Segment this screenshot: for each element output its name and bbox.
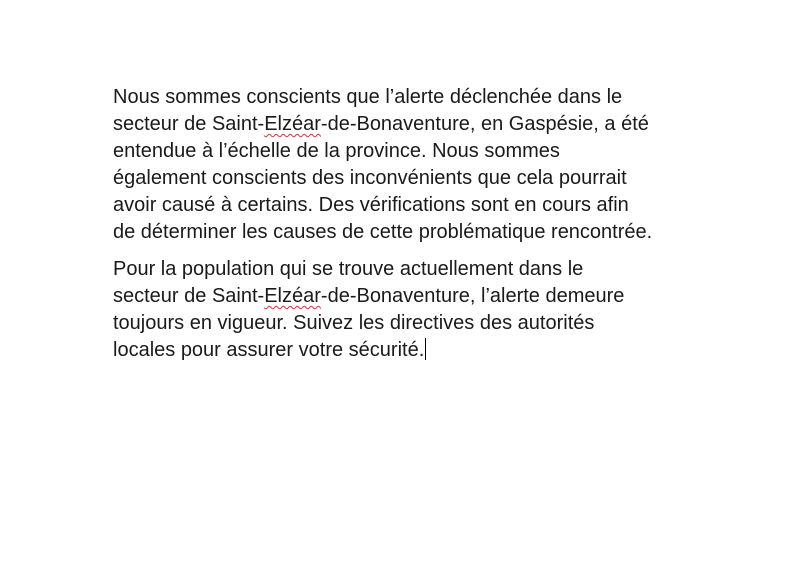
misspelled-word[interactable]: Elzéar [264,113,321,135]
text-line [113,219,713,246]
text-cursor [425,338,426,360]
text-run: entendue à l’échelle de la province. Nous sommes [113,140,560,162]
text-line [113,138,713,165]
text-line [113,192,713,219]
text-run: toujours en vigueur. Suivez les directives des autorités [113,312,595,334]
text-run: secteur de Saint- [113,113,265,135]
text-line [113,283,713,310]
text-run: -de-Bonaventure, l’alerte demeure [320,285,625,307]
text-run: locales pour assurer votre sécurité. [113,339,425,361]
paragraph-2[interactable] [113,256,713,364]
text-run: -de-Bonaventure, en Gaspésie, a été [320,113,649,135]
text-run: secteur de Saint- [113,285,265,307]
text-run: Pour la population qui se trouve actuellement dans le [113,258,584,280]
text-run: également conscients des inconvénients que cela pourrait [113,167,627,189]
text-line [113,310,713,337]
text-line [113,111,713,138]
text-line [113,84,713,111]
document-body[interactable] [113,84,713,364]
text-line [113,256,713,283]
paragraph-1[interactable] [113,84,713,246]
text-line [113,165,713,192]
text-line [113,337,713,364]
text-run: avoir causé à certains. Des vérifications sont en cours afin [113,194,629,216]
text-run: de déterminer les causes de cette problématique rencontrée. [113,221,653,243]
text-run: Nous sommes conscients que l’alerte déclenchée dans le [113,86,623,108]
misspelled-word[interactable]: Elzéar [264,285,321,307]
